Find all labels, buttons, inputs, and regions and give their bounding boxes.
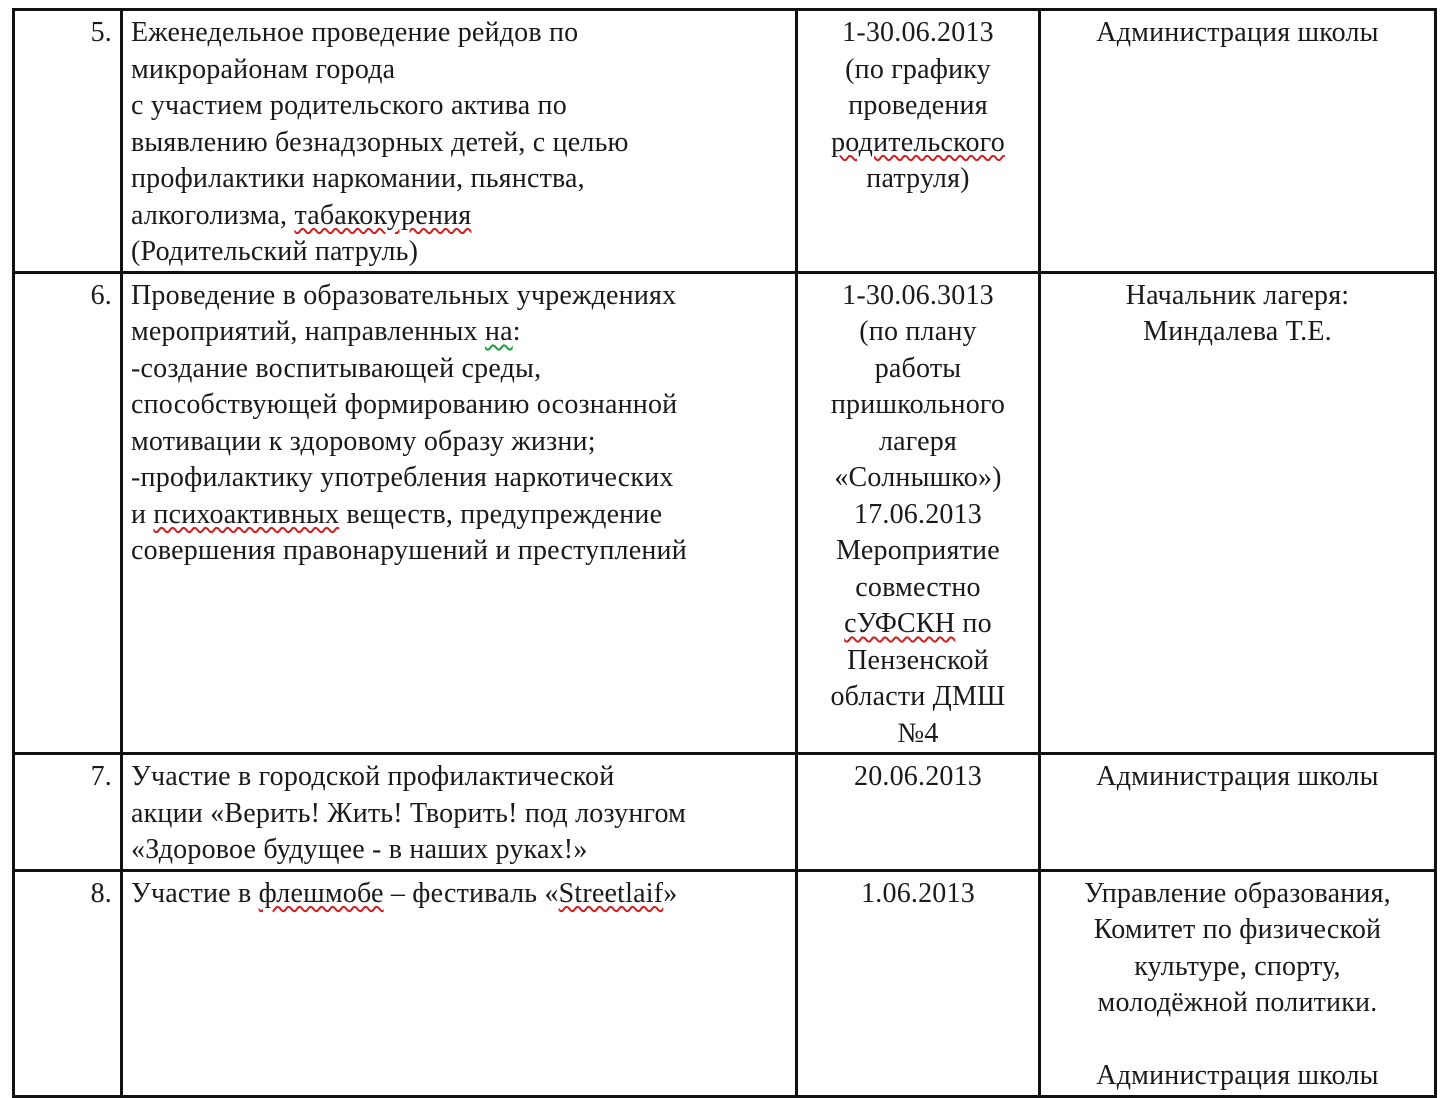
activity-description: Проведение в образовательных учреждениях мероприятий, направленных на: -создание воспитывающей среды, способствующей формированию осознанной мотивации к здоровому образу жизни; -профилактику употребления наркотических и психоактивных веществ, предупреждение совершения правонарушений и преступлений <box>122 272 797 754</box>
activity-date: 20.06.2013 <box>797 754 1040 871</box>
spellcheck-word: родительского <box>831 126 1005 158</box>
activity-plan-table <box>12 8 1437 1098</box>
activity-description: Участие в городской профилактической акции «Верить! Жить! Творить! под лозунгом «Здоровое будущее - в наших руках!» <box>122 754 797 871</box>
row-number: 8. <box>14 870 122 1096</box>
table-row <box>14 754 1436 871</box>
table-row <box>14 272 1436 754</box>
table-row <box>14 870 1436 1096</box>
row-number: 5. <box>14 10 122 273</box>
grammar-check-word: на <box>484 316 513 347</box>
responsible-party: Администрация школы <box>1040 10 1436 273</box>
responsible-party: Управление образования, Комитет по физической культуре, спорту, молодёжной политики. Администрация школы <box>1040 870 1436 1096</box>
activity-description: Участие в флешмобе – фестиваль «Streetlaif» <box>122 870 797 1096</box>
responsible-party: Начальник лагеря: Миндалева Т.Е. <box>1040 272 1436 754</box>
responsible-party: Администрация школы <box>1040 754 1436 871</box>
activity-date: 1-30.06.2013 (по графику проведения родительского патруля) <box>797 10 1040 273</box>
spellcheck-word: табакокурения <box>294 199 472 231</box>
spellcheck-word: флешмобе <box>258 877 384 909</box>
spellcheck-word: Streetlaif <box>558 877 664 909</box>
row-number: 6. <box>14 272 122 754</box>
table-row <box>14 10 1436 273</box>
activity-date: 1-30.06.3013 (по плану работы пришкольного лагеря «Солнышко») 17.06.2013 Мероприятие совместно сУФСКН по Пензенской области ДМШ №4 <box>797 272 1040 754</box>
row-number: 7. <box>14 754 122 871</box>
activity-description: Еженедельное проведение рейдов по микрорайонам города с участием родительского актива по выявлению безнадзорных детей, с целью профилактики наркомании, пьянства, алкоголизма, табакокурения (Родительский патруль) <box>122 10 797 273</box>
activity-date: 1.06.2013 <box>797 870 1040 1096</box>
spellcheck-word: сУФСКН <box>844 608 956 639</box>
spellcheck-word: психоактивных <box>153 498 340 530</box>
